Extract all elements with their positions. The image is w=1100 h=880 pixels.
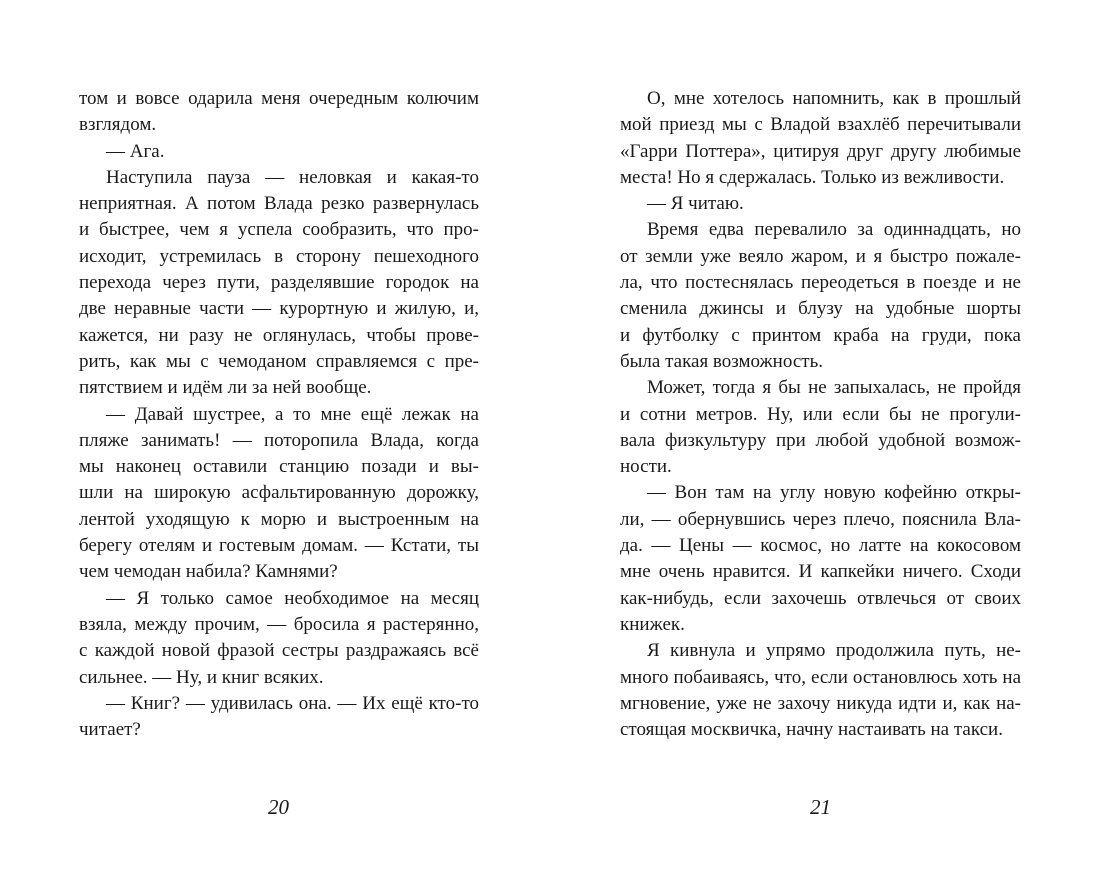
text-line: с каждой новой фразой сестры раздражаясь всё bbox=[79, 640, 479, 662]
text-line: мой приезд мы с Владой взахлёб перечитывали bbox=[620, 114, 1021, 136]
text-line: книжек. bbox=[620, 613, 685, 635]
text-line: и сотни метров. Ну, или если бы не прогули- bbox=[620, 403, 1021, 425]
text-line: Может, тогда я бы не запыхалась, не пройдя bbox=[647, 377, 1021, 399]
text-line: ли, — обернувшись через плечо, пояснила Вла- bbox=[620, 508, 1021, 530]
text-line: пляже занимать! — поторопила Влада, когда bbox=[79, 429, 479, 451]
text-line: Время едва перевалило за одиннадцать, но bbox=[647, 219, 1021, 241]
text-line: рить, как мы с чемоданом справляемся с пре- bbox=[79, 350, 479, 372]
text-line: том и вовсе одарила меня очередным колючим bbox=[79, 88, 479, 109]
text-line: чем чемодан набила? Камнями? bbox=[79, 561, 338, 583]
text-line: и футболку с принтом краба на груди, пока bbox=[620, 324, 1021, 346]
text-line: ла, что постеснялась переодеться в поезде и не bbox=[620, 272, 1021, 294]
text-line: — Я читаю. bbox=[647, 193, 744, 215]
text-line: Наступила пауза — неловкая и какая-то bbox=[106, 166, 479, 188]
text-line: читает? bbox=[79, 719, 141, 741]
text-line: да. — Цены — космос, но латте на кокосовом bbox=[620, 535, 1021, 557]
text-line: мгновение, уже не захочу никуда идти и, как на- bbox=[620, 692, 1021, 714]
text-line: вала физкультуру при любой удобной возмож- bbox=[620, 429, 1021, 451]
text-line: «Гарри Поттера», цитируя друг другу любимые bbox=[620, 140, 1021, 162]
text-line: стоящая москвичка, начну настаивать на такси. bbox=[620, 719, 1003, 741]
text-line: лентой уходящую к морю и выстроенным на bbox=[79, 508, 479, 530]
text-line: места! Но я сдержалась. Только из вежливости. bbox=[620, 166, 1005, 188]
text-line: сменила джинсы и блузу на удобные шорты bbox=[620, 298, 1021, 320]
text-line: — Книг? — удивилась она. — Их ещё кто-то bbox=[106, 692, 479, 714]
text-line: Я кивнула и упрямо продолжила путь, не- bbox=[647, 640, 1021, 662]
text-line: мне очень нравится. И капкейки ничего. Сходи bbox=[620, 561, 1021, 583]
text-line: неприятная. А потом Влада резко развернулась bbox=[79, 193, 479, 215]
text-line: от земли уже веяло жаром, и я быстро пожале- bbox=[620, 245, 1021, 267]
text-line: исходит, устремилась в сторону пешеходного bbox=[79, 245, 479, 267]
text-line: как-нибудь, если захочешь отвлечься от своих bbox=[620, 587, 1021, 609]
text-line: много побаиваясь, что, если остановлюсь хоть на bbox=[620, 666, 1021, 688]
text-line: взяла, между прочим, — бросила я растерянно, bbox=[79, 613, 479, 635]
text-line: и быстрее, чем я успела сообразить, что про- bbox=[79, 219, 479, 241]
text-line: перехода через пути, разделявшие городок на bbox=[79, 272, 479, 294]
text-line: сильнее. — Ну, и книг всяких. bbox=[79, 666, 324, 688]
page-number-left: 20 bbox=[268, 795, 289, 819]
text-line: О, мне хотелось напомнить, как в прошлый bbox=[647, 88, 1021, 109]
text-line: две неравные части — курортную и жилую, и, bbox=[79, 298, 479, 320]
text-line: взглядом. bbox=[79, 114, 157, 136]
text-line: пятствием и идём ли за ней вообще. bbox=[79, 377, 372, 399]
text-line: — Давай шустрее, а то мне ещё лежак на bbox=[106, 403, 479, 425]
text-line: была такая возможность. bbox=[620, 350, 823, 372]
text-line: — Ага. bbox=[106, 140, 165, 162]
left-page-text bbox=[79, 86, 479, 743]
right-page-text bbox=[620, 86, 1021, 743]
text-line: шли на широкую асфальтированную дорожку, bbox=[79, 482, 479, 504]
text-line: — Я только самое необходимое на месяц bbox=[106, 587, 479, 609]
text-line: кажется, ни разу не оглянулась, чтобы прове- bbox=[79, 324, 479, 346]
text-line: берегу отелям и гостевым домам. — Кстати, ты bbox=[79, 535, 479, 557]
text-line: мы наконец оставили станцию позади и вы- bbox=[79, 456, 479, 478]
text-line: ности. bbox=[620, 456, 672, 478]
text-line: — Вон там на углу новую кофейню откры- bbox=[647, 482, 1021, 504]
page-number-right: 21 bbox=[810, 795, 831, 819]
